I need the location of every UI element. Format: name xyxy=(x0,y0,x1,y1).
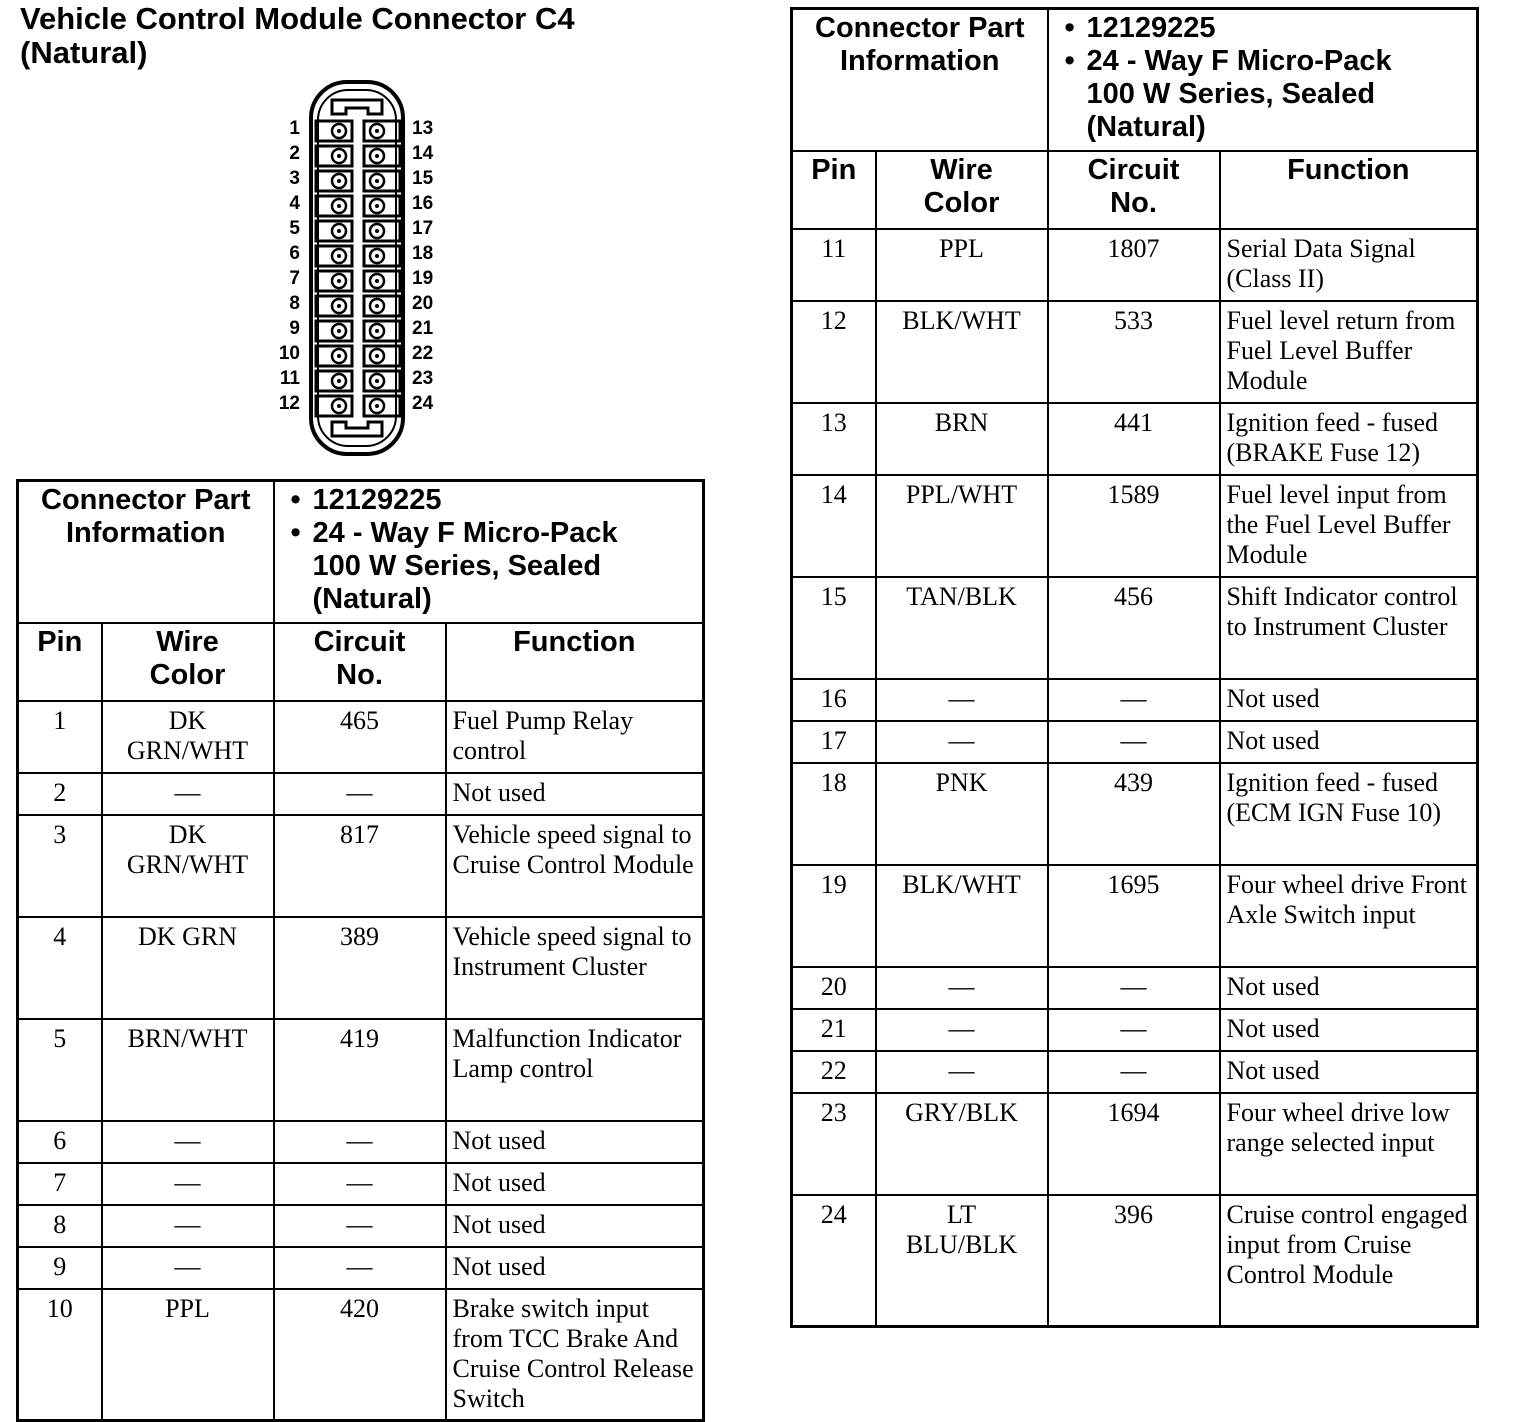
function-cell: Not used xyxy=(446,1163,704,1205)
function-cell: Not used xyxy=(1220,1051,1478,1093)
pin-cell: 2 xyxy=(18,773,102,815)
table-row xyxy=(792,1093,1478,1195)
circuit-number-cell: 817 xyxy=(274,815,446,917)
circuit-number-cell: 420 xyxy=(274,1289,446,1421)
function-cell: Ignition feed - fused (BRAKE Fuse 12) xyxy=(1220,403,1478,475)
wire-color-cell: — xyxy=(876,679,1048,721)
wire-color-cell: BLK/WHT xyxy=(876,865,1048,967)
connector-pin-label: 4 xyxy=(289,193,300,214)
circuit-number-cell: — xyxy=(1048,1051,1220,1093)
pin-cell: 9 xyxy=(18,1247,102,1289)
wire-color-cell: — xyxy=(102,1121,274,1163)
circuit-number-cell: 533 xyxy=(1048,301,1220,403)
part-description-line-3: (Natural) xyxy=(312,583,432,615)
connector-pin-label: 16 xyxy=(412,193,434,214)
connector-pin-label: 20 xyxy=(412,293,434,314)
table-row xyxy=(18,1247,704,1289)
connector-pin-label: 11 xyxy=(279,368,300,389)
table-row xyxy=(18,1289,704,1421)
part-info-values xyxy=(274,481,704,623)
pin-cell: 10 xyxy=(18,1289,102,1421)
connector-diagram xyxy=(270,78,450,458)
connector-cavity xyxy=(364,346,400,366)
function-cell: Not used xyxy=(446,1121,704,1163)
pin-cell: 17 xyxy=(792,721,876,763)
column-header-wire-color: Wire Color xyxy=(102,623,274,701)
table-row xyxy=(792,403,1478,475)
function-cell: Cruise control engaged input from Cruise Control Module xyxy=(1220,1195,1478,1327)
pin-cell: 15 xyxy=(792,577,876,679)
function-cell: Not used xyxy=(1220,721,1478,763)
table-row xyxy=(18,701,704,773)
circuit-number-cell: — xyxy=(1048,1009,1220,1051)
connector-pin-label: 19 xyxy=(412,268,434,289)
pin-cell: 6 xyxy=(18,1121,102,1163)
pin-cell: 23 xyxy=(792,1093,876,1195)
function-cell: Four wheel drive Front Axle Switch input xyxy=(1220,865,1478,967)
table-row xyxy=(792,967,1478,1009)
function-cell: Brake switch input from TCC Brake And Cruise Control Release Switch xyxy=(446,1289,704,1421)
function-cell: Not used xyxy=(1220,967,1478,1009)
table-row xyxy=(792,577,1478,679)
connector-cavity xyxy=(364,296,400,316)
pin-cell: 22 xyxy=(792,1051,876,1093)
pin-cell: 5 xyxy=(18,1019,102,1121)
pinout-table-right xyxy=(790,7,1479,1328)
circuit-number-cell: 389 xyxy=(274,917,446,1019)
connector-face-drawing xyxy=(270,78,450,458)
circuit-number-cell: 1694 xyxy=(1048,1093,1220,1195)
circuit-number-cell: — xyxy=(1048,679,1220,721)
connector-cavity xyxy=(364,246,400,266)
wire-color-cell: BRN xyxy=(876,403,1048,475)
title-line-2: (Natural) xyxy=(20,35,148,70)
wire-color-cell: — xyxy=(876,1051,1048,1093)
pin-cell: 19 xyxy=(792,865,876,967)
connector-pin-label: 23 xyxy=(412,368,434,389)
column-header-function: Function xyxy=(1220,151,1478,229)
wire-color-cell: — xyxy=(102,1163,274,1205)
wire-color-cell: TAN/BLK xyxy=(876,577,1048,679)
function-cell: Malfunction Indicator Lamp control xyxy=(446,1019,704,1121)
pin-cell: 21 xyxy=(792,1009,876,1051)
circuit-number-cell: 465 xyxy=(274,701,446,773)
connector-pin-label: 2 xyxy=(289,143,300,164)
part-info-values xyxy=(1048,9,1478,151)
pin-cell: 1 xyxy=(18,701,102,773)
wire-color-cell: PPL xyxy=(102,1289,274,1421)
column-header-row xyxy=(18,623,704,701)
pin-cell: 12 xyxy=(792,301,876,403)
circuit-number-cell: — xyxy=(1048,967,1220,1009)
wire-color-cell: — xyxy=(102,773,274,815)
connector-part-info-row xyxy=(792,9,1478,151)
table-row xyxy=(792,301,1478,403)
part-description-line-1: • 24 - Way F Micro-Pack xyxy=(313,517,699,550)
circuit-number-cell: 1807 xyxy=(1048,229,1220,301)
circuit-number-cell: — xyxy=(274,1163,446,1205)
part-description-line-2: 100 W Series, Sealed xyxy=(1086,78,1376,110)
wire-color-cell: DK GRN xyxy=(102,917,274,1019)
table-row xyxy=(18,1019,704,1121)
column-header-function: Function xyxy=(446,623,704,701)
pin-cell: 24 xyxy=(792,1195,876,1327)
function-cell: Vehicle speed signal to Instrument Cluster xyxy=(446,917,704,1019)
connector-pin-label: 17 xyxy=(412,218,434,239)
connector-cavity xyxy=(316,396,352,416)
connector-pin-label: 12 xyxy=(278,393,300,414)
pin-cell: 8 xyxy=(18,1205,102,1247)
wire-color-cell: — xyxy=(102,1205,274,1247)
circuit-number-cell: 439 xyxy=(1048,763,1220,865)
column-header-pin: Pin xyxy=(18,623,102,701)
part-info-label-line-1: Connector Part xyxy=(815,12,1025,44)
function-cell: Not used xyxy=(1220,679,1478,721)
table-row xyxy=(792,763,1478,865)
connector-cavity xyxy=(364,271,400,291)
function-cell: Fuel Pump Relay control xyxy=(446,701,704,773)
connector-cavity xyxy=(364,146,400,166)
circuit-number-cell: — xyxy=(274,1121,446,1163)
connector-cavity xyxy=(316,371,352,391)
connector-cavity xyxy=(316,246,352,266)
pin-cell: 4 xyxy=(18,917,102,1019)
table-row xyxy=(18,773,704,815)
part-info-label-line-2: Information xyxy=(66,517,226,549)
wire-color-cell: DK GRN/WHT xyxy=(102,815,274,917)
function-cell: Not used xyxy=(446,773,704,815)
page-title xyxy=(20,2,575,70)
wire-color-cell: BRN/WHT xyxy=(102,1019,274,1121)
part-description-line-3: (Natural) xyxy=(1086,111,1206,143)
connector-pin-label: 22 xyxy=(412,343,434,364)
part-info-label-line-2: Information xyxy=(840,45,1000,77)
wire-color-cell: — xyxy=(876,721,1048,763)
pin-cell: 11 xyxy=(792,229,876,301)
wire-color-cell: PPL xyxy=(876,229,1048,301)
column-header-circuit-no: Circuit No. xyxy=(1048,151,1220,229)
column-header-wire-color: Wire Color xyxy=(876,151,1048,229)
wire-color-cell: LT BLU/BLK xyxy=(876,1195,1048,1327)
table-row xyxy=(792,475,1478,577)
table-row xyxy=(792,721,1478,763)
part-description-line-1: • 24 - Way F Micro-Pack xyxy=(1087,45,1473,78)
function-cell: Four wheel drive low range selected input xyxy=(1220,1093,1478,1195)
part-info-label xyxy=(792,9,1048,151)
circuit-number-cell: 456 xyxy=(1048,577,1220,679)
part-description-line-2: 100 W Series, Sealed xyxy=(312,550,602,582)
wire-color-cell: GRY/BLK xyxy=(876,1093,1048,1195)
circuit-number-cell: — xyxy=(274,1205,446,1247)
connector-cavity xyxy=(364,221,400,241)
wire-color-cell: DK GRN/WHT xyxy=(102,701,274,773)
connector-pin-label: 9 xyxy=(289,318,300,339)
connector-cavity xyxy=(316,296,352,316)
column-header-row xyxy=(792,151,1478,229)
title-line-1: Vehicle Control Module Connector C4 xyxy=(20,1,575,36)
circuit-number-cell: — xyxy=(1048,721,1220,763)
connector-pin-label: 5 xyxy=(289,218,300,239)
pin-cell: 18 xyxy=(792,763,876,865)
connector-pin-label: 14 xyxy=(412,143,434,164)
circuit-number-cell: 1589 xyxy=(1048,475,1220,577)
circuit-number-cell: 396 xyxy=(1048,1195,1220,1327)
table-row xyxy=(792,679,1478,721)
connector-pin-label: 10 xyxy=(278,343,300,364)
table-row xyxy=(18,815,704,917)
wire-color-cell: BLK/WHT xyxy=(876,301,1048,403)
connector-cavity xyxy=(316,146,352,166)
connector-pin-label: 6 xyxy=(289,243,300,264)
connector-cavity xyxy=(364,171,400,191)
pin-cell: 3 xyxy=(18,815,102,917)
table-row xyxy=(792,1051,1478,1093)
pin-cell: 14 xyxy=(792,475,876,577)
wire-color-cell: — xyxy=(876,1009,1048,1051)
pin-cell: 13 xyxy=(792,403,876,475)
connector-cavity xyxy=(364,371,400,391)
table-row xyxy=(792,229,1478,301)
connector-part-info-row xyxy=(18,481,704,623)
connector-cavity xyxy=(316,271,352,291)
function-cell: Not used xyxy=(446,1205,704,1247)
part-number: • 12129225 xyxy=(1087,12,1473,45)
circuit-number-cell: — xyxy=(274,773,446,815)
part-info-label xyxy=(18,481,274,623)
function-cell: Shift Indicator control to Instrument Cluster xyxy=(1220,577,1478,679)
column-header-pin: Pin xyxy=(792,151,876,229)
connector-cavity xyxy=(316,221,352,241)
connector-pin-label: 7 xyxy=(289,268,300,289)
wire-color-cell: — xyxy=(102,1247,274,1289)
table-row xyxy=(18,1205,704,1247)
wire-color-cell: — xyxy=(876,967,1048,1009)
connector-cavity xyxy=(364,396,400,416)
connector-cavity xyxy=(316,121,352,141)
wire-color-cell: PPL/WHT xyxy=(876,475,1048,577)
pinout-table-left xyxy=(16,479,705,1422)
function-cell: Not used xyxy=(1220,1009,1478,1051)
connector-pin-label: 21 xyxy=(412,318,434,339)
circuit-number-cell: 419 xyxy=(274,1019,446,1121)
connector-cavity xyxy=(364,121,400,141)
circuit-number-cell: — xyxy=(274,1247,446,1289)
connector-cavity xyxy=(364,321,400,341)
connector-pin-label: 24 xyxy=(412,393,434,414)
part-info-label-line-1: Connector Part xyxy=(41,484,251,516)
circuit-number-cell: 441 xyxy=(1048,403,1220,475)
connector-pin-label: 15 xyxy=(412,168,434,189)
table-row xyxy=(792,1009,1478,1051)
connector-cavity xyxy=(316,321,352,341)
table-row xyxy=(792,865,1478,967)
function-cell: Ignition feed - fused (ECM IGN Fuse 10) xyxy=(1220,763,1478,865)
connector-pin-label: 13 xyxy=(412,118,434,139)
connector-pin-label: 8 xyxy=(289,293,300,314)
function-cell: Fuel level input from the Fuel Level Buffer Module xyxy=(1220,475,1478,577)
table-row xyxy=(18,1163,704,1205)
connector-cavity xyxy=(316,171,352,191)
table-row xyxy=(18,917,704,1019)
table-row xyxy=(792,1195,1478,1327)
connector-cavity xyxy=(364,196,400,216)
connector-cavity xyxy=(316,196,352,216)
connector-cavity xyxy=(316,346,352,366)
function-cell: Vehicle speed signal to Cruise Control Module xyxy=(446,815,704,917)
wire-color-cell: PNK xyxy=(876,763,1048,865)
function-cell: Serial Data Signal (Class II) xyxy=(1220,229,1478,301)
function-cell: Not used xyxy=(446,1247,704,1289)
function-cell: Fuel level return from Fuel Level Buffer Module xyxy=(1220,301,1478,403)
part-number: • 12129225 xyxy=(313,484,699,517)
circuit-number-cell: 1695 xyxy=(1048,865,1220,967)
column-header-circuit-no: Circuit No. xyxy=(274,623,446,701)
connector-pin-label: 3 xyxy=(289,168,300,189)
pin-cell: 7 xyxy=(18,1163,102,1205)
connector-pin-label: 18 xyxy=(412,243,434,264)
pin-cell: 16 xyxy=(792,679,876,721)
pin-cell: 20 xyxy=(792,967,876,1009)
table-row xyxy=(18,1121,704,1163)
connector-pin-label: 1 xyxy=(289,118,300,139)
